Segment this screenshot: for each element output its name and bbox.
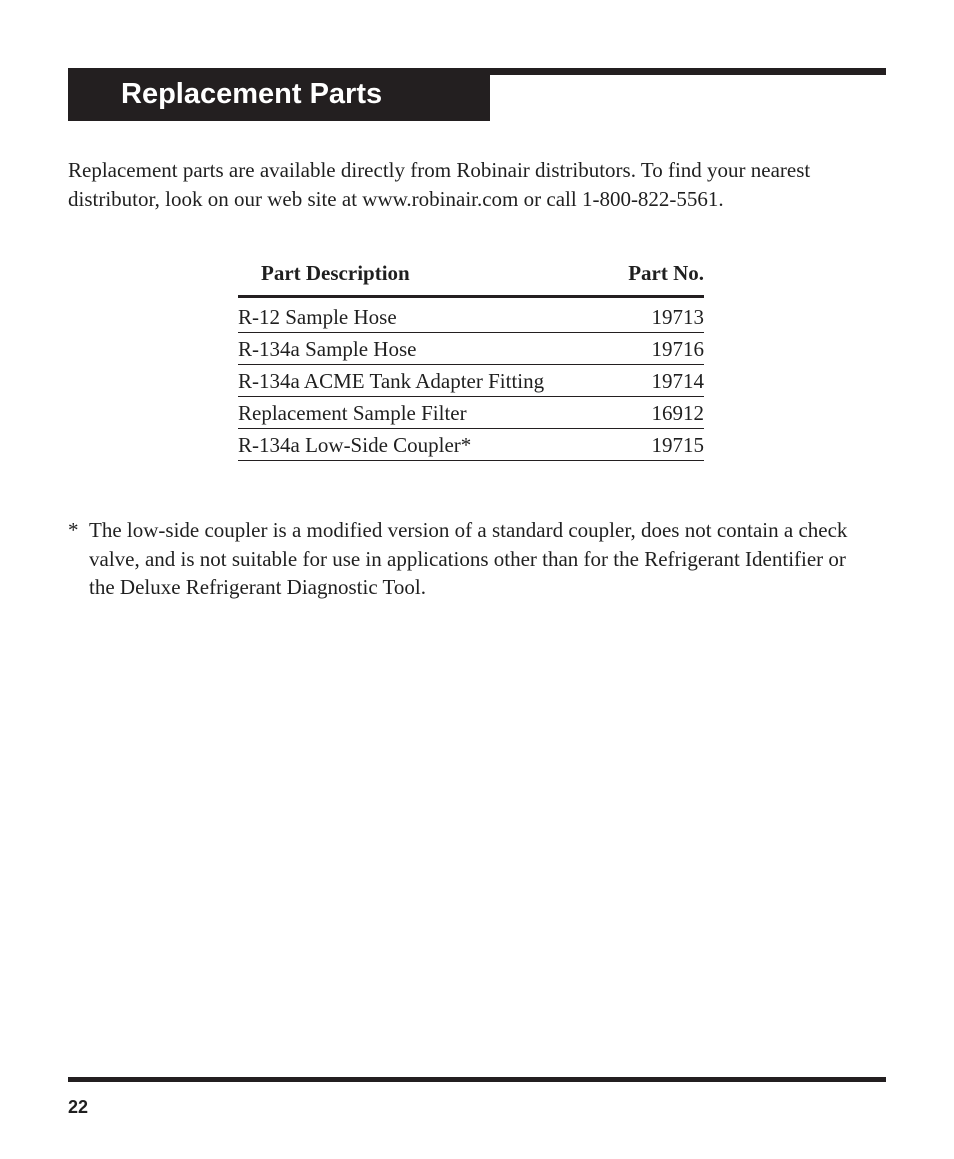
part-number: 19716 <box>651 337 704 361</box>
table-row <box>238 397 704 429</box>
part-number: 16912 <box>651 401 704 425</box>
part-description: Replacement Sample Filter <box>238 401 467 425</box>
part-description: R-134a Sample Hose <box>238 337 417 361</box>
footnote-text: The low-side coupler is a modified version of a standard coupler, does not contain a check valve, and is not suitable for use in applications other than for the Refrigerant Identifier or the Deluxe Refrigerant Diagnostic Tool. <box>89 518 848 599</box>
page-title: Replacement Parts <box>68 68 490 121</box>
footnote <box>68 516 868 602</box>
column-header-part-no: Part No. <box>628 261 704 285</box>
table-row <box>238 429 704 461</box>
part-description: R-134a ACME Tank Adapter Fitting <box>238 369 545 393</box>
table-header <box>238 258 704 298</box>
part-number: 19713 <box>651 305 704 329</box>
part-description: R-134a Low-Side Coupler* <box>238 433 472 457</box>
table-row <box>238 365 704 397</box>
column-header-description: Part Description <box>261 261 410 285</box>
part-description: R-12 Sample Hose <box>238 305 397 329</box>
bottom-rule <box>68 1077 886 1082</box>
footnote-marker: * <box>68 518 79 542</box>
table-row <box>238 298 704 333</box>
parts-table <box>238 258 704 461</box>
intro-paragraph: Replacement parts are available directly from Robinair distributors. To find your nearest distributor, look on our web site at www.robinair.com or call 1-800-822-5561. <box>68 158 811 211</box>
page-number: 22 <box>68 1097 89 1117</box>
part-number: 19714 <box>651 369 704 393</box>
table-row <box>238 333 704 365</box>
part-number: 19715 <box>651 433 704 457</box>
